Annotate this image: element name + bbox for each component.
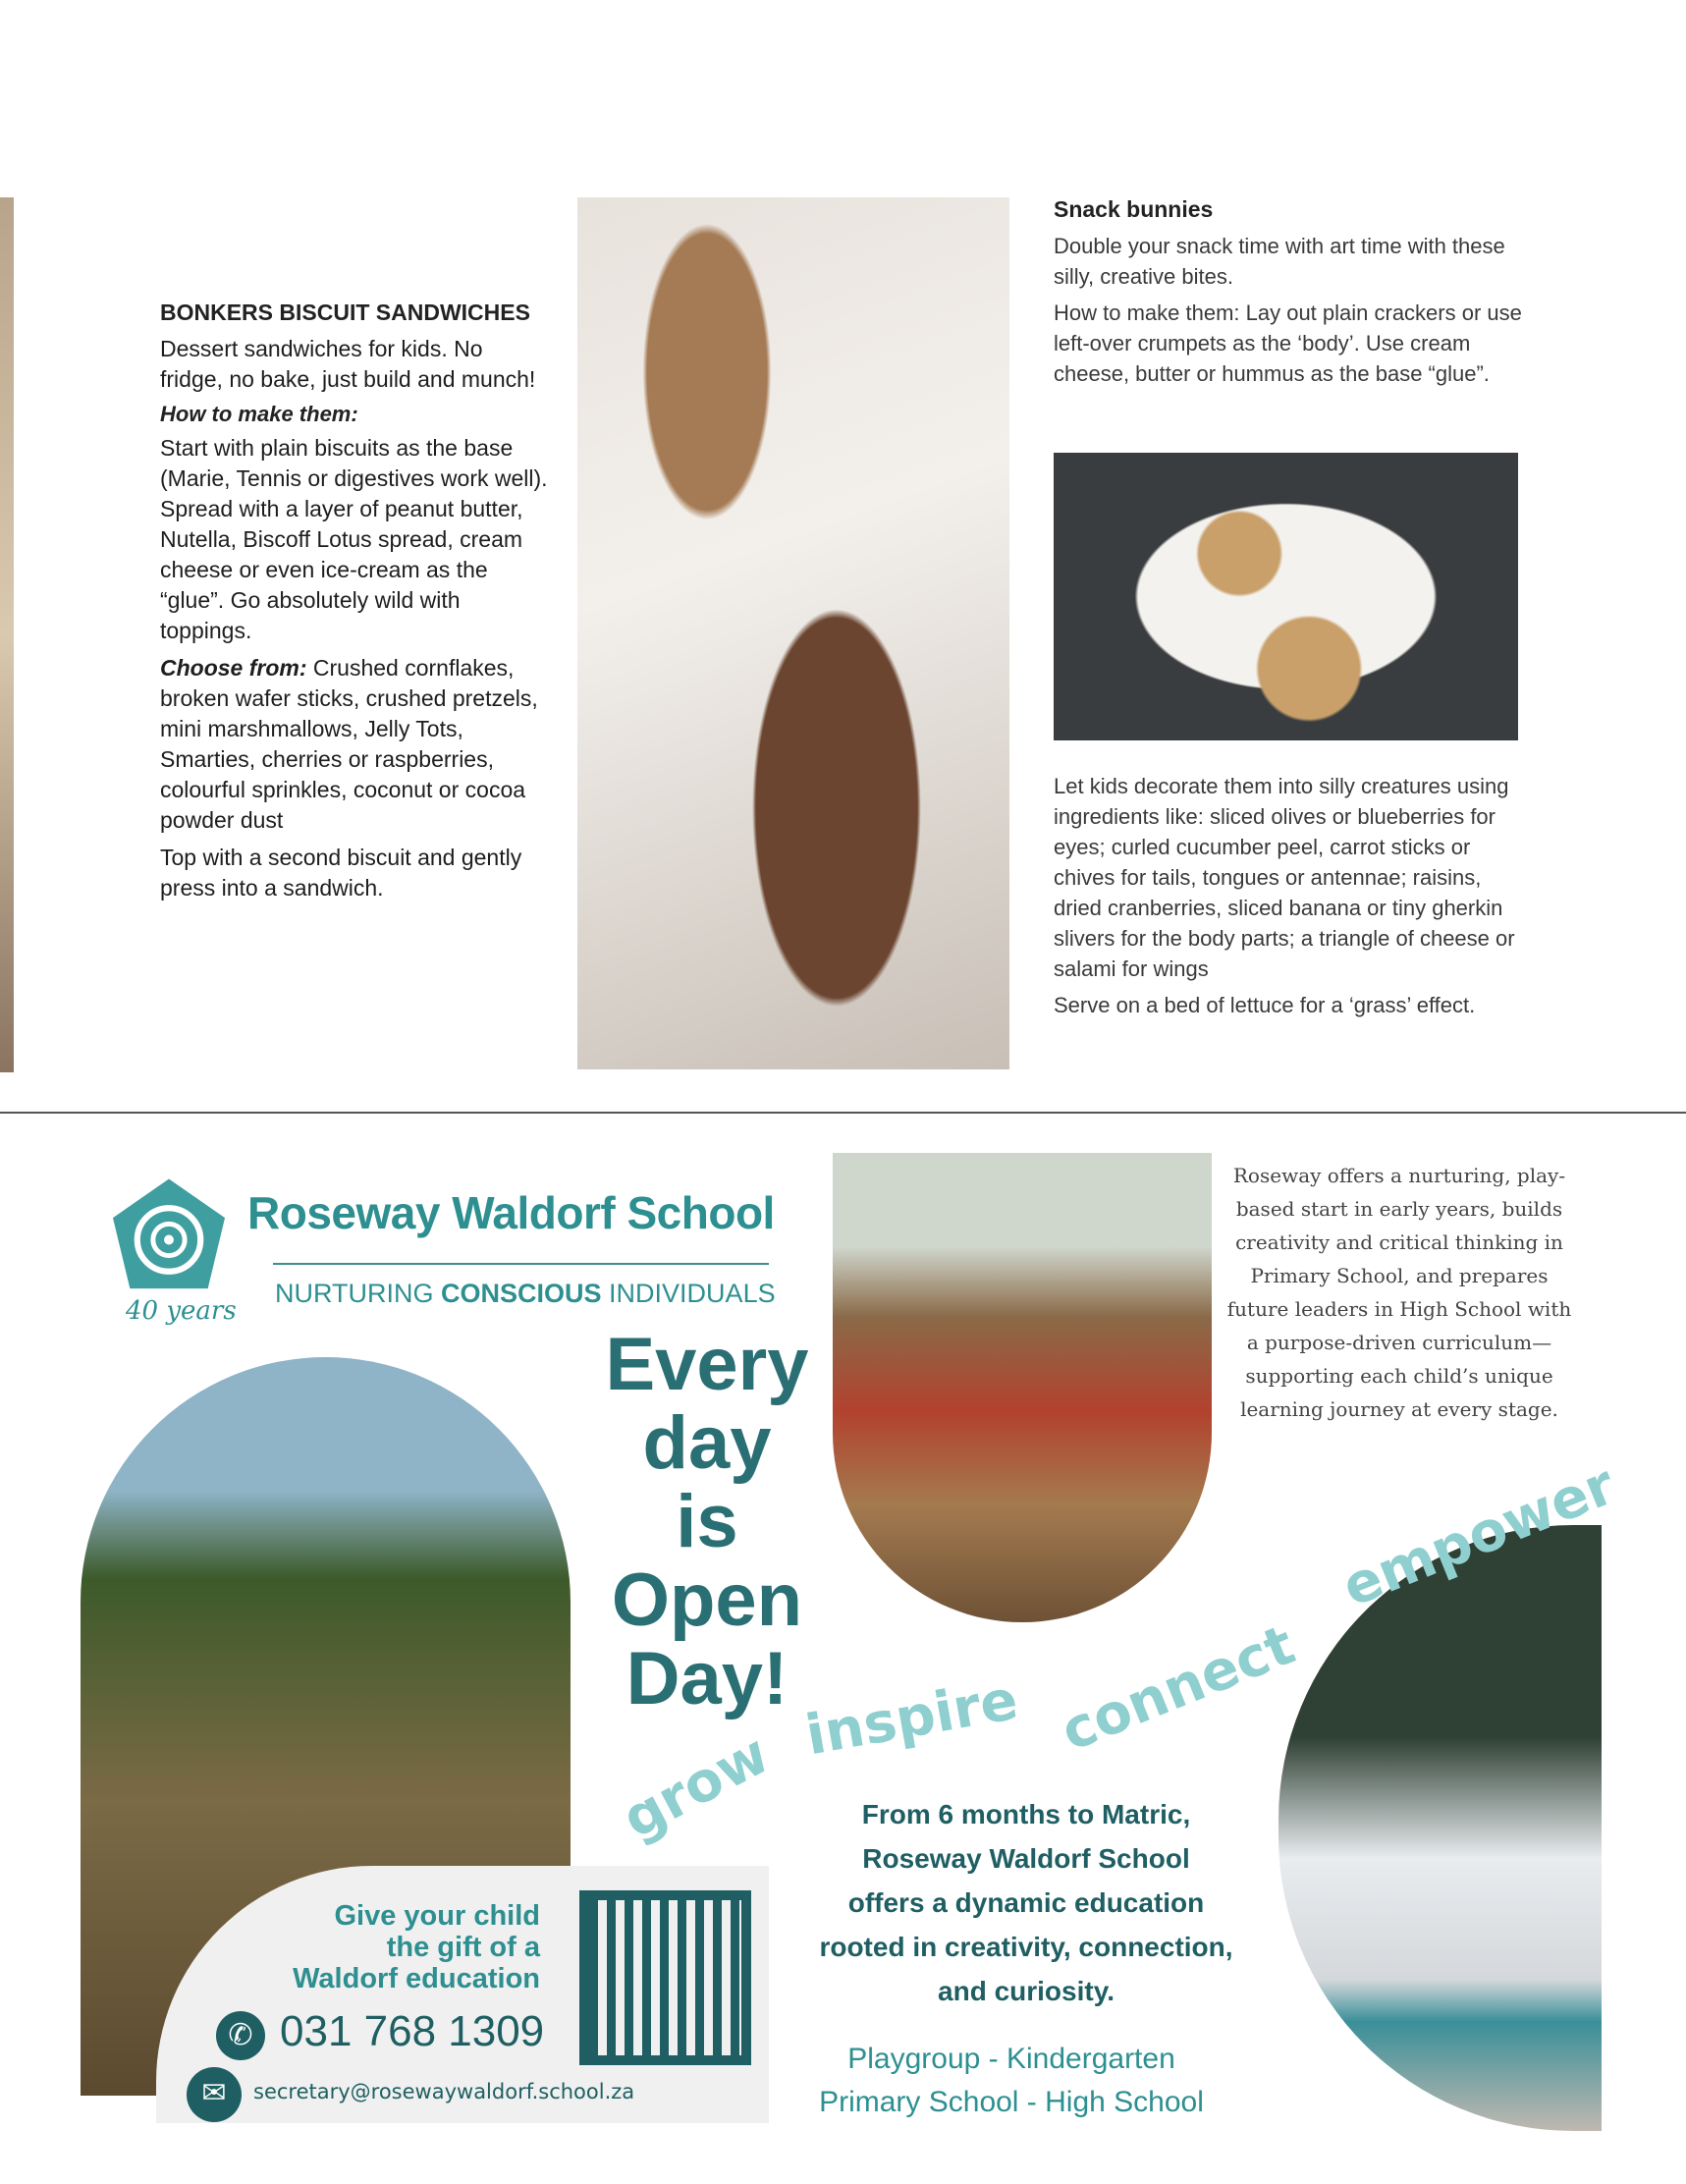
email-address[interactable]: secretary@rosewaywaldorf.school.za bbox=[253, 2080, 635, 2103]
tagline-bold: CONSCIOUS bbox=[441, 1279, 602, 1308]
offer-line: rooted in creativity, connection, bbox=[819, 1932, 1233, 1962]
open-day-heading bbox=[589, 1323, 825, 1720]
offer-line: Roseway Waldorf School bbox=[862, 1843, 1190, 1874]
open-day-line: is bbox=[676, 1480, 738, 1563]
finish-text: Top with a second biscuit and gently press into a sandwich. bbox=[160, 845, 522, 901]
bunnies-how: How to make them: Lay out plain crackers or use left-over crumpets as the ‘body’. Use cream cheese, butter or hummus as the base “glue”. bbox=[1054, 300, 1522, 386]
how-text: Start with plain biscuits as the base (Marie, Tennis or digestives work well). Spread with a layer of peanut butter, Nutella, Biscoff Lotus spread, cream cheese or even ice-cream as the “glue”. Go absolutely wild with toppings. bbox=[160, 435, 548, 643]
word-inspire: inspire bbox=[800, 1667, 1023, 1769]
open-day-line: Open bbox=[611, 1558, 803, 1642]
gift-line: Waldorf education bbox=[293, 1963, 540, 1994]
bunnies-intro: Double your snack time with art time with these silly, creative bites. bbox=[1054, 234, 1505, 289]
bunnies-more bbox=[1054, 771, 1525, 1026]
word-connect: connect bbox=[1052, 1612, 1304, 1765]
bunnies-serve: Serve on a bed of lettuce for a ‘grass’ effect. bbox=[1054, 993, 1476, 1017]
phone-number: 031 768 1309 bbox=[280, 2007, 545, 2055]
logo-rule bbox=[273, 1263, 769, 1265]
bunnies-decorate: Let kids decorate them into silly creatures using ingredients like: sliced olives or blueberries for eyes; curled cucumber peel, carrot sticks or chives for tails, tongues or antennae; raisins, dried cranberries, sliced banana or tiny gherkin slivers for the body parts; a triangle of cheese or salami for wings bbox=[1054, 774, 1515, 981]
choose-list: Crushed cornflakes, broken wafer sticks, crushed pretzels, mini marshmallows, Jelly Tots, Smarties, cherries or raspberries, colourful sprinkles, coconut or cocoa powder dust bbox=[160, 655, 538, 833]
phone-icon: ✆ bbox=[216, 2011, 265, 2060]
gift-text bbox=[245, 1900, 540, 1994]
levels-text bbox=[786, 2038, 1237, 2124]
levels-line: Primary School - High School bbox=[819, 2086, 1204, 2118]
tagline bbox=[275, 1279, 776, 1309]
tagline-part: NURTURING bbox=[275, 1279, 442, 1308]
school-name: Roseway Waldorf School bbox=[247, 1187, 775, 1238]
bunny-photo bbox=[1054, 453, 1518, 740]
qr-code bbox=[579, 1890, 751, 2065]
bunnies-title: Snack bunnies bbox=[1054, 196, 1214, 222]
offer-text bbox=[771, 1792, 1281, 2013]
classroom-photo bbox=[833, 1153, 1212, 1622]
biscuit-title: BONKERS BISCUIT SANDWICHES bbox=[160, 300, 530, 325]
biscuit-photo bbox=[577, 197, 1009, 1069]
biscuit-article bbox=[160, 298, 548, 910]
lab-photo bbox=[1278, 1525, 1602, 2131]
rose-logo-icon bbox=[108, 1176, 230, 1298]
choose-text bbox=[160, 653, 548, 836]
logo-years: 40 years bbox=[126, 1296, 237, 1326]
bunnies-article bbox=[1054, 194, 1525, 395]
open-day-line: day bbox=[642, 1401, 772, 1485]
open-day-line: Day! bbox=[625, 1637, 789, 1720]
gift-line: the gift of a bbox=[386, 1932, 540, 1963]
how-label: How to make them: bbox=[160, 402, 358, 426]
offer-line: and curiosity. bbox=[938, 1976, 1115, 2006]
offer-line: offers a dynamic education bbox=[847, 1887, 1205, 1918]
offer-line: From 6 months to Matric, bbox=[861, 1799, 1191, 1829]
levels-line: Playgroup - Kindergarten bbox=[847, 2043, 1175, 2075]
email-icon: ✉ bbox=[187, 2067, 242, 2122]
section-divider bbox=[0, 1112, 1686, 1114]
biscuit-intro: Dessert sandwiches for kids. No fridge, no bake, just build and munch! bbox=[160, 336, 536, 392]
word-grow: grow bbox=[612, 1721, 780, 1852]
gift-line: Give your child bbox=[334, 1900, 540, 1932]
word-empower: empower bbox=[1333, 1452, 1624, 1620]
school-description: Roseway offers a nurturing, play-based start in early years, builds creativity and critical thinking in Primary School, and prepares future leaders in High School with a purpose-driven curriculum—supporting each child’s unique learning journey at every stage. bbox=[1226, 1164, 1572, 1421]
open-day-line: Every bbox=[605, 1323, 809, 1406]
tagline-part: INDIVIDUALS bbox=[601, 1279, 776, 1308]
choose-label: Choose from: bbox=[160, 655, 307, 681]
left-edge-photo bbox=[0, 197, 14, 1072]
